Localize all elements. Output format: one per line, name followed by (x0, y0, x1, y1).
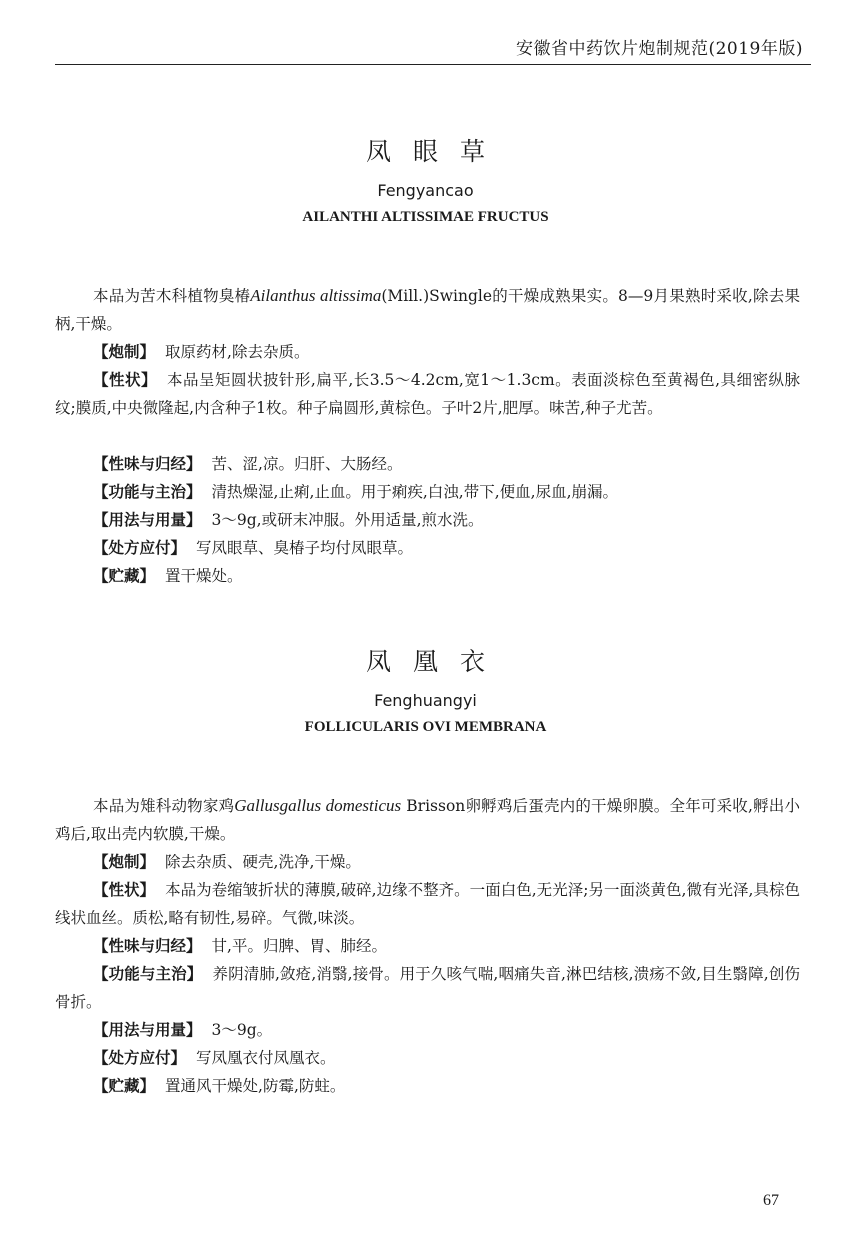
section-storage (55, 1072, 800, 1100)
intro-text-after: Brisson卵孵鸡后蛋壳内的干燥卵膜。全年可采收,孵出小鸡后,取出壳内软膜,干燥。 (55, 797, 800, 843)
section-text: 写凤眼草、臭椿子均付凤眼草。 (196, 539, 414, 557)
section-text: 取原药材,除去杂质。 (165, 343, 310, 361)
entry-title: 凤凰衣 (365, 647, 507, 676)
section-text: 本品呈矩圆状披针形,扁平,长3.5～4.2cm,宽1～1.3cm。表面淡棕色至黄褐色,具细密纵脉纹;膜质,中央微隆起,内含种子1枚。种子扁圆形,黄棕色。子叶2片,肥厚。味苦,种子尤苦。 (55, 371, 800, 417)
section-label: 【处方应付】 (93, 1049, 187, 1067)
species-name: Gallusgallus domesticus (234, 796, 402, 815)
section-label: 【性状】 (93, 881, 156, 899)
section-text: 写凤凰衣付凤凰衣。 (196, 1049, 336, 1067)
section-label: 【用法与用量】 (93, 511, 202, 529)
entry-pinyin: Fenghuangyi (374, 691, 477, 710)
section-prescription (55, 1044, 800, 1072)
section-label: 【用法与用量】 (93, 1021, 202, 1039)
section-label: 【炮制】 (93, 343, 156, 361)
section-prescription (55, 534, 800, 562)
intro-text-before: 本品为雉科动物家鸡 (93, 797, 235, 815)
section-label: 【性状】 (93, 371, 157, 389)
section-text: 除去杂质、硬壳,洗净,干燥。 (165, 853, 361, 871)
section-text: 苦、涩,凉。归肝、大肠经。 (211, 455, 403, 473)
page-number: 67 (763, 1192, 779, 1209)
species-name: Ailanthus altissima (250, 286, 382, 305)
section-text: 养阴清肺,敛疮,消翳,接骨。用于久咳气喘,咽痛失音,淋巴结核,溃疡不敛,目生翳障,创伤骨折。 (55, 965, 800, 1011)
section-function-indication (55, 960, 800, 1016)
entry-pinyin: Fengyancao (377, 181, 474, 200)
entry-intro (55, 282, 800, 338)
intro-text-after: (Mill.)Swingle的干燥成熟果实。8—9月果熟时采收,除去果柄,干燥。 (55, 287, 800, 333)
running-head: 安徽省中药饮片炮制规范(2019年版) (515, 39, 803, 59)
section-label: 【性味与归经】 (93, 937, 202, 955)
section-text: 甘,平。归脾、胃、肺经。 (211, 937, 387, 955)
section-description (55, 876, 800, 932)
section-nature-meridian (55, 450, 800, 478)
section-nature-meridian (55, 932, 800, 960)
intro-text-before: 本品为苦木科植物臭椿 (93, 287, 251, 305)
section-usage-dosage (55, 506, 800, 534)
entry-latin-name: AILANTHI ALTISSIMAE FRUCTUS (302, 209, 549, 225)
section-processing (55, 338, 800, 366)
section-storage (55, 562, 800, 590)
section-text: 本品为卷缩皱折状的薄膜,破碎,边缘不整齐。一面白色,无光泽;另一面淡黄色,微有光泽,具棕色线状血丝。质松,略有韧性,易碎。气微,味淡。 (55, 881, 800, 927)
section-usage-dosage (55, 1016, 800, 1044)
header-rule (55, 64, 811, 65)
section-label: 【处方应付】 (93, 539, 187, 557)
section-text: 3～9g,或研末冲服。外用适量,煎水洗。 (211, 511, 484, 529)
section-text: 清热燥湿,止痢,止血。用于痢疾,白浊,带下,便血,尿血,崩漏。 (211, 483, 619, 501)
section-text: 置通风干燥处,防霉,防蛀。 (165, 1077, 346, 1095)
section-processing (55, 848, 800, 876)
section-function-indication (55, 478, 800, 506)
section-label: 【功能与主治】 (93, 483, 202, 501)
entry-intro (55, 792, 800, 848)
section-label: 【功能与主治】 (93, 965, 203, 983)
section-label: 【贮藏】 (93, 1077, 156, 1095)
entry-latin-name: FOLLICULARIS OVI MEMBRANA (304, 719, 547, 735)
section-text: 置干燥处。 (165, 567, 243, 585)
section-description (55, 366, 800, 422)
section-label: 【性味与归经】 (93, 455, 202, 473)
entry-title: 凤眼草 (365, 137, 507, 166)
section-label: 【贮藏】 (93, 567, 156, 585)
section-text: 3～9g。 (211, 1021, 273, 1039)
section-label: 【炮制】 (93, 853, 156, 871)
